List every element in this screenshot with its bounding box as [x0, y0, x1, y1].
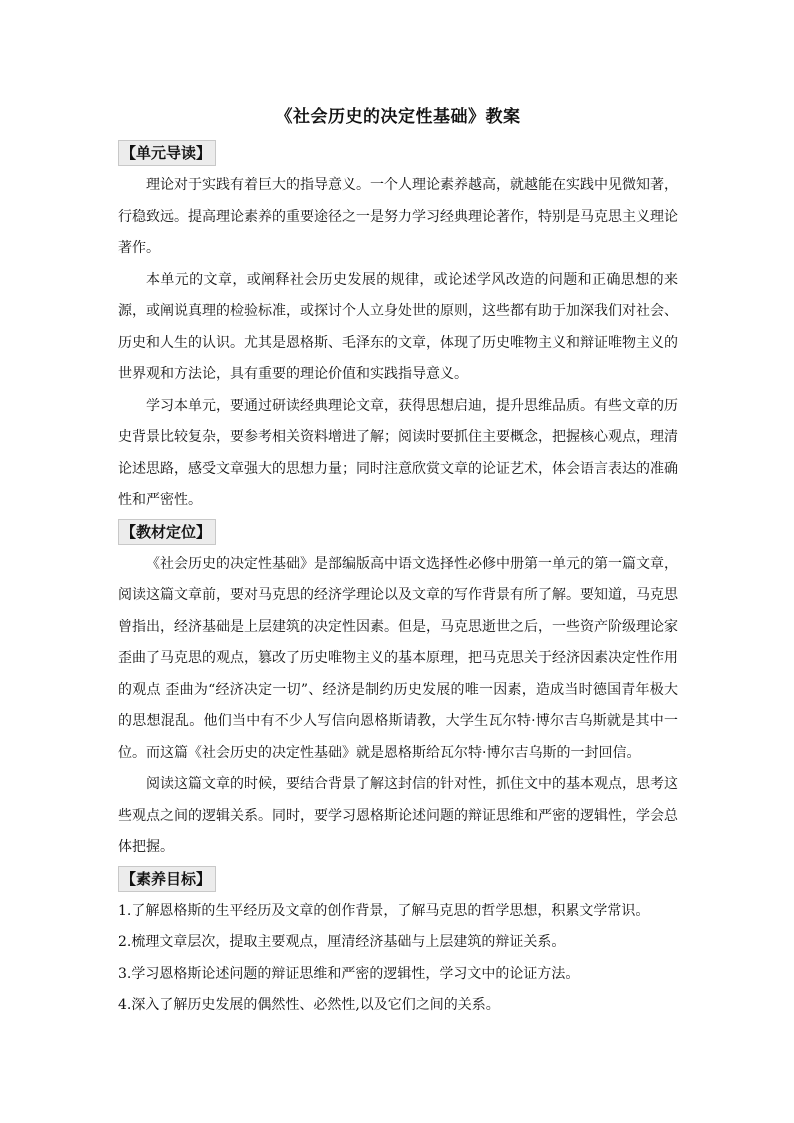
list-item: 3.学习恩格斯论述问题的辩证思维和严密的逻辑性，学习文中的论证方法。: [118, 965, 580, 982]
section-literacy-goals: [118, 864, 678, 1022]
section-heading-unit-guide: 【单元导读】: [118, 140, 216, 166]
paragraph: 理论对于实践有着巨大的指导意义。一个人理论素养越高，就越能在实践中见微知著，行稳致远。提高理论素养的重要途径之一是努力学习经典理论著作，特别是马克思主义理论著作。: [118, 177, 678, 256]
list-item: 1.了解恩格斯的生平经历及文章的创作背景，了解马克思的哲学思想，积累文学常识。: [118, 902, 650, 919]
list-item: 2.梳理文章层次，提取主要观点，厘清经济基础与上层建筑的辩证关系。: [118, 934, 566, 950]
paragraph: 学习本单元，要通过研读经典理论文章，获得思想启迪，提升思维品质。有些文章的历史背景比较复杂，要参考相关资料增进了解；阅读时要抓住主要概念，把握核心观点，理清论述思路，感受文章强大的思想力量；同时注意欣赏文章的论证艺术，体会语言表达的准确性和严密性。: [118, 397, 678, 508]
paragraph: 《社会历史的决定性基础》是部编版高中语文选择性必修中册第一单元的第一篇文章，阅读这篇文章前，要对马克思的经济学理论以及文章的写作背景有所了解。要知道，马克思曾指出，经济基础是上层建筑的决定性因素。但是，马克思逝世之后，一些资产阶级理论家歪曲了马克思的观点，篡改了历史唯物主义的基本原理，把马克思关于经济因素决定性作用的观点 歪曲为“经济决定一切”、经济是制约历史发展的唯一因素，造成当时德国青年极大的思想混乱。他们当中有不少人写信向恩格斯请教，大学生瓦尔特·博尔吉乌斯就是其中一位。而这篇《社会历史的决定性基础》就是恩格斯给瓦尔特·博尔吉乌斯的一封回信。: [118, 555, 678, 761]
paragraph: 阅读这篇文章的时候，要结合背景了解这封信的针对性，抓住文中的基本观点，思考这些观点之间的逻辑关系。同时，要学习恩格斯论述问题的辩证思维和严密的逻辑性，学会总体把握。: [118, 776, 678, 855]
document-body: [118, 102, 678, 1022]
section-heading-textbook-position: 【教材定位】: [118, 519, 216, 545]
section-unit-guide: [118, 138, 678, 517]
section-heading-literacy-goals: 【素养目标】: [118, 866, 216, 892]
section-textbook-position: [118, 517, 678, 864]
list-item: 4.深入了解历史发展的偶然性、必然性,以及它们之间的关系。: [118, 997, 500, 1013]
paragraph: 本单元的文章，或阐释社会历史发展的规律，或论述学风改造的问题和正确思想的来源，或阐说真理的检验标准，或探讨个人立身处世的原则，这些都有助于加深我们对社会、历史和人生的认识。尤其是恩格斯、毛泽东的文章，体现了历史唯物主义和辩证唯物主义的世界观和方法论，具有重要的理论价值和实践指导意义。: [118, 271, 678, 382]
document-title: 《社会历史的决定性基础》教案: [275, 107, 521, 127]
